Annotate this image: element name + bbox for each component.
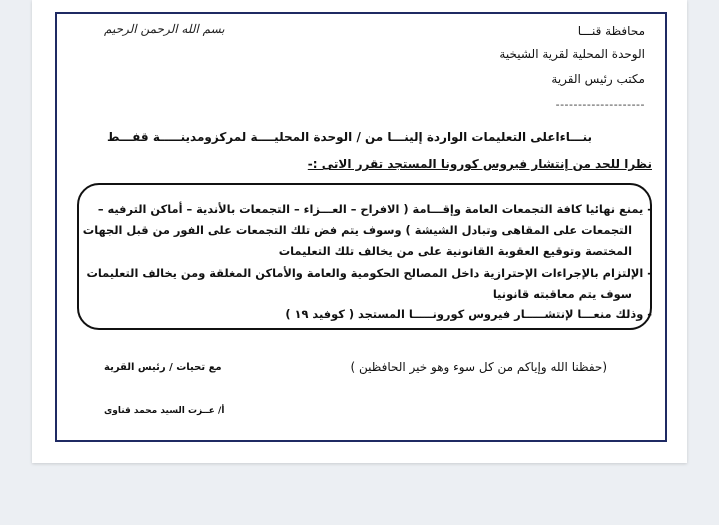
bullet-3-line-1: - وذلك منعـــا لإنتشـــــار فيروس كورونـــــا المستجد ( كوفيد ١٩ ) (285, 307, 652, 321)
governorate-label: محافظة قنـــا (577, 24, 645, 38)
local-unit-label: الوحدة المحلية لقرية الشيخية (499, 47, 645, 61)
signature-name: أ/ عــزت السيد محمد قناوى (104, 406, 225, 416)
bullet-1-line-2: التجمعات على المقاهى وتبادل الشيشة ) وسوف يتم فض تلك التجمعات على الفور من قبل الجهات (82, 223, 632, 237)
document-page (32, 0, 687, 463)
intro-line: بنـــاءاعلى التعليمات الواردة إلينـــا من / الوحدة المحليــــة لمركزومدينـــــة قفـــط (107, 130, 592, 144)
greeting-line: مع تحيات / رئيس القرية (104, 362, 222, 373)
subject-line: نظرا للحد من إنتشار فيروس كورونا المستجد تقرر الاتى :- (307, 157, 652, 171)
closing-prayer: (حفظنا الله وإياكم من كل سوء وهو خير الحافظين ) (350, 360, 607, 374)
header-separator: -------------------- (555, 98, 645, 111)
bullet-1-line-3: المختصة وتوقيع العقوبة القانونية على من يخالف تلك التعليمات (278, 244, 632, 258)
bullet-1-line-1: - يمنع نهائيا كافة التجمعات العامة وإقـــامة ( الافراح – العـــزاء – التجمعات بالأندية – أماكن الترفيه – (97, 202, 652, 216)
bullet-2-line-1: - الإلتزام بالإجراءات الإحترازية داخل المصالح الحكومية والعامة والأماكن المغلقة ومن يخالف التعليمات (86, 266, 652, 280)
bullet-2-line-2: سوف يتم معاقبته قانونيا (492, 287, 632, 301)
basmala-heading: بسم الله الرحمن الرحيم (104, 22, 225, 36)
office-label: مكتب رئيس القرية (551, 72, 645, 86)
